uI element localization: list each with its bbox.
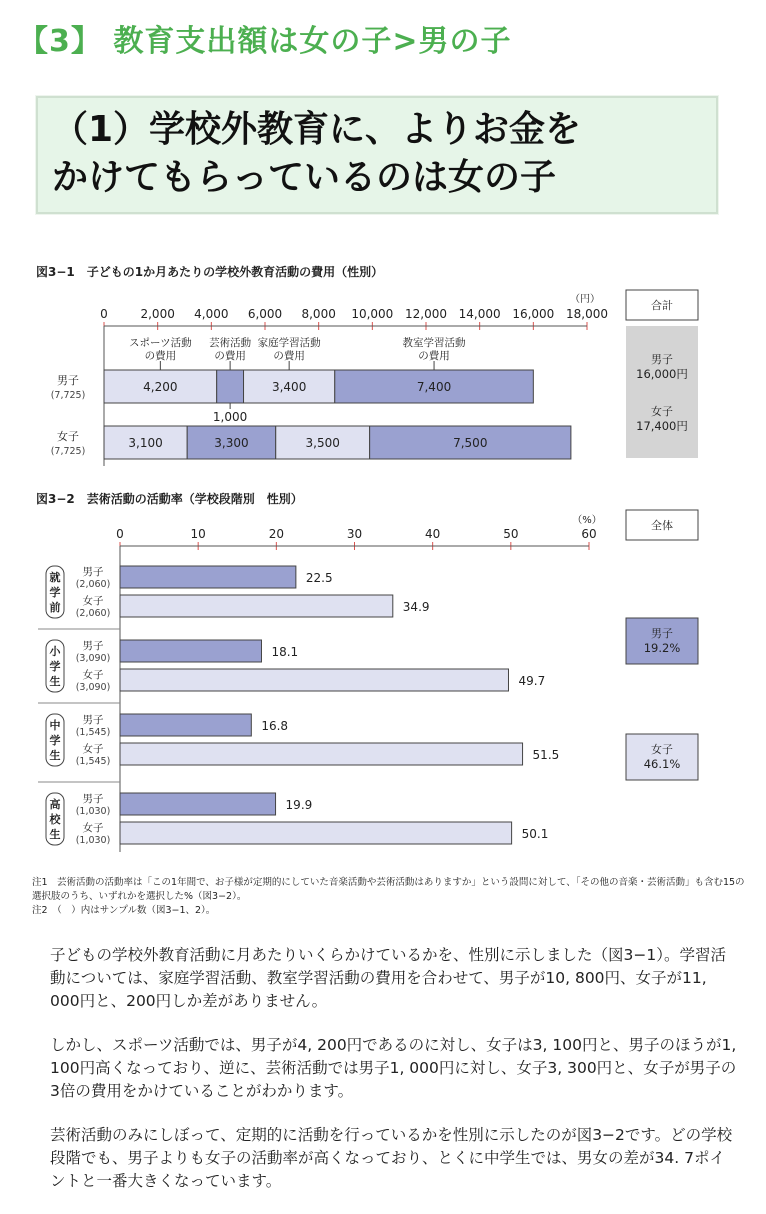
chart2-value-label: 22.5: [305, 571, 333, 585]
chart2-tick-label: 20: [268, 527, 284, 541]
chart2-group-label-char: 学: [49, 660, 61, 673]
chart2-row-label: 女子: [82, 595, 104, 607]
chart1-total-value: 17,400円: [636, 419, 688, 433]
chart1-segment-name: 家庭学習活動: [257, 337, 321, 349]
chart2-row-label: 男子: [82, 640, 104, 652]
note-1: 注1 芸術活動の活動率は「この1年間で、お子様が定期的にしていた音楽活動や芸術活動はありますか」という設問に対して、「その他の音楽・芸術活動」も含む15の選択肢のうち、いずれかを選択した%（図3−2）。: [32, 877, 745, 902]
chart2-bar: [120, 566, 296, 588]
chart2-title: 図3−2 芸術活動の活動率（学校段階別 性別）: [36, 492, 303, 506]
chart2-group-label-char: 校: [49, 813, 61, 826]
chart2-group-label-char: 中: [49, 719, 61, 732]
chart2-group-label-char: 生: [49, 675, 61, 688]
chart2-value-label: 16.8: [261, 719, 289, 733]
chart2-row-n: (3,090): [75, 682, 111, 693]
chart1-row-n: (7,725): [50, 390, 86, 401]
chart2-group-label-char: 学: [49, 734, 61, 747]
chart2-bar: [120, 640, 261, 662]
chart1-tick-label: 16,000: [512, 307, 555, 321]
page-heading: 【3】 教育支出額は女の子>男の子: [18, 24, 512, 59]
chart1-value-label: 4,200: [143, 380, 178, 394]
chart2-bar: [120, 714, 251, 736]
chart1-segment-name: の費用: [273, 350, 305, 362]
body-paragraph-3: 芸術活動のみにしぼって、定期的に活動を行っているかを性別に示したのが図3−2です。どの学校段階でも、男子よりも女子の活動率が高くなっており、とくに中学生では、男女の差が34. 7ポイントと一番大きくなっています。: [50, 1126, 733, 1190]
chart1-title: 図3−1 子どもの1か月あたりの学校外教育活動の費用（性別）: [36, 265, 384, 279]
chart1-total-label: 女子: [651, 405, 673, 418]
chart1-tick-label: 10,000: [351, 307, 394, 321]
chart2-bar: [120, 595, 393, 617]
chart2-overall-label: 女子: [651, 743, 673, 756]
chart2-tick-label: 50: [503, 527, 519, 541]
chart2-value-label: 49.7: [518, 674, 546, 688]
chart1-bar-segment: [217, 370, 244, 403]
chart1-tick-label: 8,000: [301, 307, 336, 321]
chart1-segment-name: スポーツ活動: [129, 337, 192, 349]
chart2-row-n: (1,030): [75, 835, 111, 846]
chart2-value-label: 50.1: [521, 827, 549, 841]
chart2-tick-label: 30: [346, 527, 363, 541]
chart2-row-label: 女子: [82, 822, 104, 834]
chart1-total-value: 16,000円: [636, 367, 688, 381]
chart1-value-label: 3,400: [271, 380, 307, 394]
chart1-row-n: (7,725): [50, 446, 86, 457]
note-2: 注2 （ ）内はサンプル数（図3−1、2）。: [32, 905, 216, 916]
chart1-unit: （円）: [570, 294, 600, 305]
chart2-row-label: 男子: [82, 714, 104, 726]
subtitle-line-2: かけてもらっているのは女の子: [52, 157, 557, 198]
chart1-tick-label: 6,000: [247, 307, 283, 321]
chart1-tick-label: 4,000: [194, 307, 229, 321]
body-text: [50, 944, 740, 1214]
chart2-group-label-char: 高: [49, 798, 61, 811]
chart2-tick-label: 0: [116, 527, 124, 541]
chart2-overall-header: 全体: [651, 519, 673, 532]
chart1-row-label: 女子: [57, 430, 79, 443]
chart2-value-label: 51.5: [532, 748, 560, 762]
chart1-value-label: 1,000: [212, 410, 248, 424]
subtitle-line-1: （1）学校外教育に、よりお金を: [52, 109, 582, 150]
notes: [32, 876, 752, 918]
chart2-row-n: (2,060): [75, 579, 111, 590]
chart2-row-label: 男子: [82, 566, 104, 578]
subtitle: [52, 106, 712, 202]
chart2-group-label-char: 前: [49, 601, 61, 614]
chart2-row-n: (1,545): [75, 727, 111, 738]
chart2-bar: [120, 669, 508, 691]
chart2-tick-label: 60: [581, 527, 597, 541]
chart2-value-label: 34.9: [402, 600, 430, 614]
chart2-row-n: (3,090): [75, 653, 111, 664]
body-paragraph-2: しかし、スポーツ活動では、男子が4, 200円であるのに対し、女子は3, 100円と、男子のほうが1, 100円高くなっており、逆に、芸術活動では男子1, 000円に対し、女子3, 300円と、女子が男子の3倍の費用をかけていることがわかります。: [50, 1036, 737, 1100]
body-paragraph-1: 子どもの学校外教育活動に月あたりいくらかけているかを、性別に示しました（図3−1）。学習活動については、家庭学習活動、教室学習活動の費用を合わせて、男子が10, 800円、女子が11, 000円と、200円しか差がありません。: [50, 946, 726, 1010]
chart1-segment-name: 教室学習活動: [402, 337, 466, 349]
chart1-segment-name: 芸術活動: [209, 337, 252, 349]
chart1-total-panel: [626, 326, 698, 458]
chart2-row-label: 女子: [82, 743, 104, 755]
chart1-value-label: 3,300: [214, 436, 249, 450]
chart2-unit: （%）: [572, 515, 602, 526]
chart2-row-n: (1,030): [75, 806, 111, 817]
chart1-value-label: 7,400: [416, 380, 452, 394]
chart1-total-header: 合計: [651, 299, 673, 312]
chart1-row-label: 男子: [57, 374, 79, 387]
chart2-group-label-char: 小: [49, 645, 61, 658]
chart2-overall-value: 46.1%: [643, 757, 681, 771]
chart1-segment-name: の費用: [214, 350, 246, 362]
chart2-row-label: 男子: [82, 793, 104, 805]
chart2-overall-value: 19.2%: [643, 641, 681, 655]
chart2-tick-label: 40: [425, 527, 441, 541]
chart1-value-label: 3,100: [128, 436, 163, 450]
chart2-row-n: (1,545): [75, 756, 111, 767]
chart2-tick-label: 10: [190, 527, 206, 541]
chart2-row-n: (2,060): [75, 608, 111, 619]
chart2-overall-label: 男子: [651, 627, 673, 640]
chart1-tick-label: 0: [100, 307, 108, 321]
chart1-value-label: 3,500: [305, 436, 340, 450]
chart2-value-label: 19.9: [285, 798, 313, 812]
chart1-total-label: 男子: [651, 353, 673, 366]
chart2-row-label: 女子: [82, 669, 104, 681]
chart1-tick-label: 14,000: [458, 307, 501, 321]
chart2-group-label-char: 就: [49, 571, 61, 584]
chart1-tick-label: 12,000: [405, 307, 447, 321]
chart1-tick-label: 2,000: [140, 307, 175, 321]
chart2-bar: [120, 822, 512, 844]
chart2-group-label-char: 生: [49, 749, 61, 762]
chart1-segment-name: の費用: [144, 350, 177, 362]
chart1-value-label: 7,500: [453, 436, 488, 450]
chart2-value-label: 18.1: [271, 645, 299, 659]
chart2-group-label-char: 学: [49, 586, 61, 599]
chart2-bar: [120, 743, 523, 765]
chart1-segment-name: の費用: [418, 350, 450, 362]
chart1-tick-label: 18,000: [566, 307, 608, 321]
chart2-bar: [120, 793, 276, 815]
charts-figure: [0, 240, 766, 870]
chart2-group-label-char: 生: [49, 828, 61, 841]
